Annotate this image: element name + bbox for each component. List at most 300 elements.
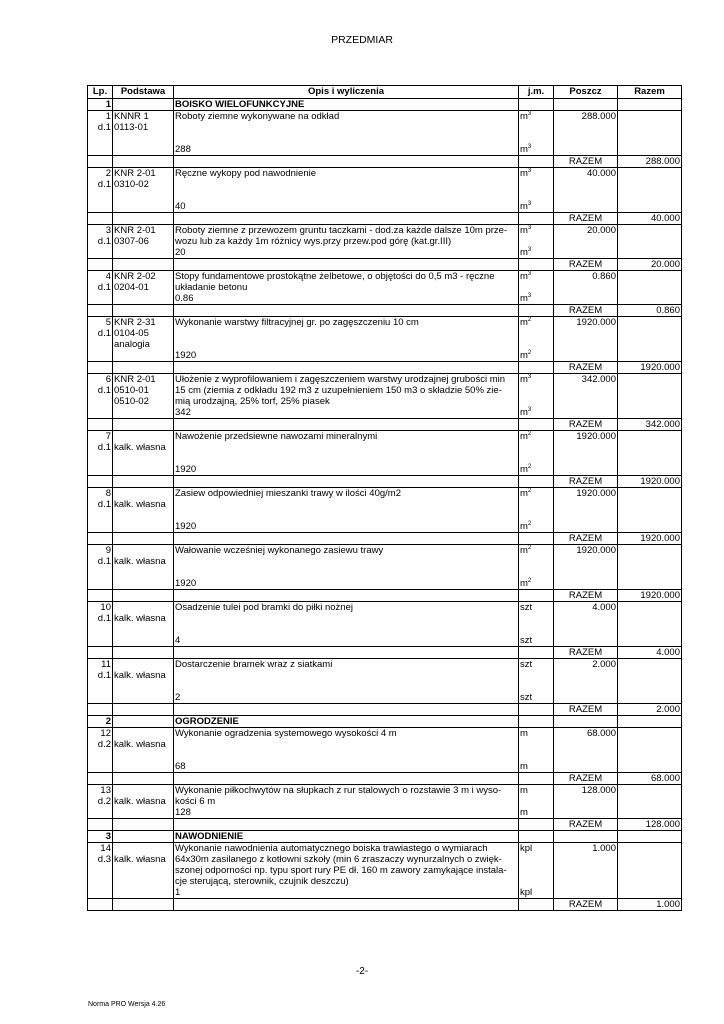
sum-podstawa [113,476,174,488]
opis-line: Wałowanie wcześniej wykonanego zasiewu trawy [175,545,384,556]
sum-podstawa [113,213,174,225]
opis-line: kości 6 m [175,796,216,807]
podstawa-line: 0204-01 [114,282,149,293]
sum-jm [519,533,554,545]
unit-spacer [520,282,552,293]
razem-row [88,362,682,374]
unit [520,111,552,122]
item-poszcz: 1920.000 [554,317,618,362]
unit-text: m [520,431,528,442]
item-poszcz: 342.000 [554,374,618,419]
sum-lp [88,899,113,911]
sum-podstawa [113,259,174,271]
opis-line: mią urodzajną, 25% torf, 25% piasek [175,396,330,407]
sum-opis [174,259,519,271]
unit-text: m [520,761,528,772]
item-lp [88,374,113,419]
unit-exponent: 2 [527,545,532,551]
razem-label: RAZEM [554,476,618,488]
unit-text: m [520,728,528,739]
section-number: 1 [88,99,113,111]
unit-text: m [520,464,528,475]
razem-row [88,704,682,716]
item-jm [519,431,554,476]
item-poszcz: 1920.000 [554,545,618,590]
sum-lp [88,819,113,831]
sum-podstawa [113,533,174,545]
sum-opis [174,704,519,716]
unit-text: m [520,545,528,556]
unit [520,761,552,772]
opis-line: Stopy fundamentowe prostokątne żelbetowe, o objętości do 0,5 m3 - ręczne [175,271,495,282]
item-lp [88,111,113,156]
unit [520,521,552,532]
item-lp [88,488,113,533]
unit-exponent: 3 [527,293,532,299]
section-row [88,99,682,111]
sum-podstawa [113,899,174,911]
opis-line [175,122,517,133]
item-jm [519,545,554,590]
sum-lp [88,213,113,225]
opis-line: szonej odporności np. typu sport rury PE dł. 160 m zawory zamykające instala- [175,865,507,876]
unit-exponent: 3 [527,111,532,117]
unit [520,374,552,385]
sum-podstawa [113,773,174,785]
item-quantity-formula: 0.86 [175,293,194,304]
razem-row [88,156,682,168]
item-lp [88,168,113,213]
razem-row [88,590,682,602]
sum-jm [519,647,554,659]
item-department: d.1 [97,613,111,624]
razem-row [88,533,682,545]
item-opis [174,271,519,305]
item-quantity-formula: 288 [175,144,191,155]
podstawa-line [114,431,172,442]
razem-label: RAZEM [554,305,618,317]
item-jm [519,602,554,647]
table-row [88,168,682,213]
unit-text: m [520,807,528,818]
unit [520,464,552,475]
opis-line: Wykonanie warstwy filtracyjnej gr. po zagęszczeniu 10 cm [175,317,419,328]
razem-row [88,647,682,659]
section-razem [618,99,682,111]
razem-row [88,259,682,271]
unit [520,271,552,282]
item-number: 2 [105,168,111,179]
table-row [88,317,682,362]
item-jm [519,225,554,259]
table-row [88,225,682,259]
item-lp [88,317,113,362]
item-number: 6 [105,374,111,385]
opis-line: 64x30m zasilanego z kotłowni szkoły (min 6 zraszaczy wynurzalnych o zwięk- [175,854,502,865]
unit [520,635,552,646]
opis-line [175,739,517,750]
section-number: 3 [88,831,113,843]
software-version: Norma PRO Wersja 4.26 [88,1001,166,1008]
podstawa-line: KNR 2-01 [114,168,156,179]
unit-text: szt [520,602,533,613]
unit-exponent: 3 [527,374,532,380]
unit-spacer [520,739,552,750]
section-poszcz [554,831,618,843]
razem-value: 1.000 [618,899,682,911]
podstawa-line [114,785,172,796]
item-lp [88,545,113,590]
table-row [88,431,682,476]
unit-spacer [520,750,552,761]
unit-spacer [520,556,552,567]
podstawa-line: kalk. własna [114,613,166,624]
sum-lp [88,305,113,317]
unit-text: szt [520,659,533,670]
page-number: -2- [355,966,369,977]
podstawa-line [114,488,172,499]
opis-line: układanie betonu [175,282,248,293]
item-department: d.1 [97,385,111,396]
item-poszcz: 20.000 [554,225,618,259]
item-quantity-formula: 2 [175,692,181,703]
unit [520,144,552,155]
item-lp [88,843,113,899]
podstawa-line: kalk. własna [114,854,166,865]
sum-podstawa [113,156,174,168]
section-razem [618,716,682,728]
unit-spacer [520,510,552,521]
razem-value: 40.000 [618,213,682,225]
sum-jm [519,305,554,317]
unit [520,807,552,818]
opis-line: Dostarczenie bramek wraz z siatkami [175,659,333,670]
unit-exponent: 3 [527,407,532,413]
opis-line [175,681,517,692]
sum-podstawa [113,590,174,602]
item-podstawa [113,488,174,533]
razem-label: RAZEM [554,533,618,545]
opis-line [175,613,517,624]
item-podstawa [113,168,174,213]
razem-value: 1920.000 [618,533,682,545]
unit-spacer [520,865,552,876]
podstawa-line: analogia [114,339,150,350]
unit [520,785,552,796]
item-opis [174,168,519,213]
podstawa-line: kalk. własna [114,442,166,453]
razem-value: 1920.000 [618,362,682,374]
razem-label: RAZEM [554,419,618,431]
unit-text: m [520,111,528,122]
item-quantity-formula: 1920 [175,521,197,532]
unit-spacer [520,385,552,396]
unit-exponent: 3 [527,247,532,253]
sum-opis [174,590,519,602]
unit-spacer [520,876,552,887]
unit-text: szt [520,635,533,646]
unit-text: szt [520,692,533,703]
item-poszcz: 40.000 [554,168,618,213]
razem-value: 2.000 [618,704,682,716]
unit-exponent: 3 [527,271,532,277]
opis-line: wozu lub za każdy 1m różnicy wys.przy przew.pod górę (kat.gr.III) [175,236,452,247]
section-number: 2 [88,716,113,728]
sum-podstawa [113,419,174,431]
razem-value: 20.000 [618,259,682,271]
unit-text: m [520,407,528,418]
unit [520,293,552,304]
sum-opis [174,213,519,225]
sum-lp [88,419,113,431]
item-number: 7 [105,431,111,442]
opis-line: Nawożenie przedsiewne nawozami mineralnymi [175,431,378,442]
opis-line [175,190,517,201]
unit-spacer [520,190,552,201]
item-department: d.1 [97,556,111,567]
unit [520,407,552,418]
section-title: NAWODNIENIE [174,831,519,843]
item-razem-empty [618,659,682,704]
unit-text: m [520,350,528,361]
sum-opis [174,647,519,659]
item-opis [174,545,519,590]
item-department: d.1 [97,282,111,293]
opis-line [175,442,517,453]
unit-text: kpl [520,887,533,898]
item-quantity-formula: 4 [175,635,181,646]
sum-lp [88,362,113,374]
item-razem-empty [618,168,682,213]
sum-jm [519,590,554,602]
item-lp [88,431,113,476]
header-opis: Opis i wyliczenia [174,86,519,99]
sum-jm [519,899,554,911]
item-opis [174,728,519,773]
unit-text: m [520,144,528,155]
item-number: 10 [100,602,111,613]
sum-opis [174,156,519,168]
sum-jm [519,213,554,225]
podstawa-line [114,545,172,556]
item-opis [174,374,519,419]
item-jm [519,488,554,533]
opis-line [175,133,517,144]
item-number: 3 [105,225,111,236]
unit-exponent: 2 [527,521,532,527]
item-razem-empty [618,271,682,305]
podstawa-line [114,659,172,670]
unit-text: kpl [520,843,533,854]
item-poszcz: 4.000 [554,602,618,647]
razem-row [88,819,682,831]
unit-spacer [520,179,552,190]
sum-jm [519,259,554,271]
table-row [88,728,682,773]
sum-lp [88,590,113,602]
item-opis [174,843,519,899]
item-razem-empty [618,488,682,533]
item-poszcz: 1.000 [554,843,618,899]
unit-exponent: 3 [527,144,532,150]
podstawa-line [114,728,172,739]
item-podstawa [113,602,174,647]
podstawa-line: kalk. własna [114,499,166,510]
item-department: d.1 [97,328,111,339]
sum-lp [88,647,113,659]
razem-label: RAZEM [554,899,618,911]
unit-spacer [520,670,552,681]
podstawa-line: 0510-01 [114,385,149,396]
razem-value: 0.860 [618,305,682,317]
podstawa-line: KNR 2-01 [114,225,156,236]
sum-opis [174,773,519,785]
item-poszcz: 68.000 [554,728,618,773]
item-number: 11 [101,659,111,670]
section-row [88,716,682,728]
item-poszcz: 1920.000 [554,488,618,533]
podstawa-line: 0307-06 [114,236,149,247]
unit-spacer [520,122,552,133]
unit-text: m [520,293,528,304]
opis-line [175,556,517,567]
opis-line: Osadzenie tulei pod bramki do piłki nożnej [175,602,353,613]
podstawa-line [114,843,172,854]
unit-exponent: 3 [527,168,532,174]
item-opis [174,488,519,533]
item-number: 12 [100,728,111,739]
unit-spacer [520,499,552,510]
section-title: BOISKO WIELOFUNKCYJNE [174,99,519,111]
table-row [88,374,682,419]
table-row [88,785,682,819]
razem-value: 128.000 [618,819,682,831]
unit-spacer [520,328,552,339]
razem-row [88,419,682,431]
unit-text: m [520,488,528,499]
item-razem-empty [618,431,682,476]
sum-opis [174,819,519,831]
item-razem-empty [618,374,682,419]
unit [520,545,552,556]
razem-value: 342.000 [618,419,682,431]
unit [520,692,552,703]
unit-text: m [520,271,528,282]
item-quantity-formula: 342 [175,407,191,418]
unit-spacer [520,854,552,865]
unit [520,201,552,212]
item-department: d.1 [97,179,111,190]
unit-exponent: 3 [527,201,532,207]
razem-row [88,899,682,911]
unit-text: m [520,247,528,258]
section-jm [519,831,554,843]
sum-podstawa [113,362,174,374]
item-department: d.2 [97,739,111,750]
podstawa-line: 0113-01 [114,122,149,133]
sum-jm [519,704,554,716]
sum-opis [174,362,519,374]
opis-line: Wykonanie piłkochwytów na słupkach z rur stalowych o rozstawie 3 m i wyso- [175,785,502,796]
item-number: 4 [105,271,111,282]
opis-line: Ręczne wykopy pod nawodnienie [175,168,317,179]
header-lp: Lp. [88,86,113,99]
item-opis [174,111,519,156]
unit-exponent: 2 [527,464,532,470]
section-razem [618,831,682,843]
section-poszcz [554,716,618,728]
header-poszcz: Poszcz [554,86,618,99]
podstawa-line [114,602,172,613]
przedmiar-table [87,85,682,911]
razem-row [88,305,682,317]
unit-spacer [520,613,552,624]
unit-text: m [520,374,528,385]
unit [520,887,552,898]
item-number: 8 [105,488,111,499]
item-quantity-formula: 1920 [175,578,197,589]
sum-jm [519,773,554,785]
sum-opis [174,533,519,545]
razem-value: 288.000 [618,156,682,168]
razem-value: 1920.000 [618,590,682,602]
item-quantity-formula: 1 [175,887,181,898]
razem-row [88,476,682,488]
opis-line [175,624,517,635]
unit-exponent: 2 [527,578,532,584]
item-lp [88,728,113,773]
podstawa-line: 0310-02 [114,179,149,190]
sum-lp [88,704,113,716]
page-title: PRZEDMIAR [331,34,393,46]
sum-jm [519,156,554,168]
razem-label: RAZEM [554,819,618,831]
section-row [88,831,682,843]
razem-value: 68.000 [618,773,682,785]
opis-line [175,510,517,521]
item-number: 1 [105,111,111,122]
opis-line: cje sterującą, sterownik, czujnik deszczu) [175,876,349,887]
unit-text: m [520,201,528,212]
item-razem-empty [618,728,682,773]
item-podstawa [113,271,174,305]
item-poszcz: 128.000 [554,785,618,819]
item-lp [88,785,113,819]
podstawa-line: 0104-05 [114,328,149,339]
item-department: d.1 [97,499,111,510]
item-department: d.1 [97,122,111,133]
item-razem-empty [618,785,682,819]
sum-opis [174,419,519,431]
table-row [88,545,682,590]
sum-podstawa [113,819,174,831]
unit-text: m [520,317,528,328]
section-title: OGRODZENIE [174,716,519,728]
item-quantity-formula: 128 [175,807,191,818]
item-razem-empty [618,602,682,647]
item-opis [174,659,519,704]
unit-spacer [520,236,552,247]
item-opis [174,317,519,362]
podstawa-line: KNR 2-01 [114,374,156,385]
item-jm [519,317,554,362]
item-number: 13 [100,785,111,796]
item-podstawa [113,374,174,419]
item-quantity-formula: 20 [175,247,186,258]
item-poszcz: 2.000 [554,659,618,704]
item-jm [519,659,554,704]
opis-line: Ułożenie z wyprofilowaniem i zagęszczeniem warstwy urodzajnej grubości min [175,374,505,385]
